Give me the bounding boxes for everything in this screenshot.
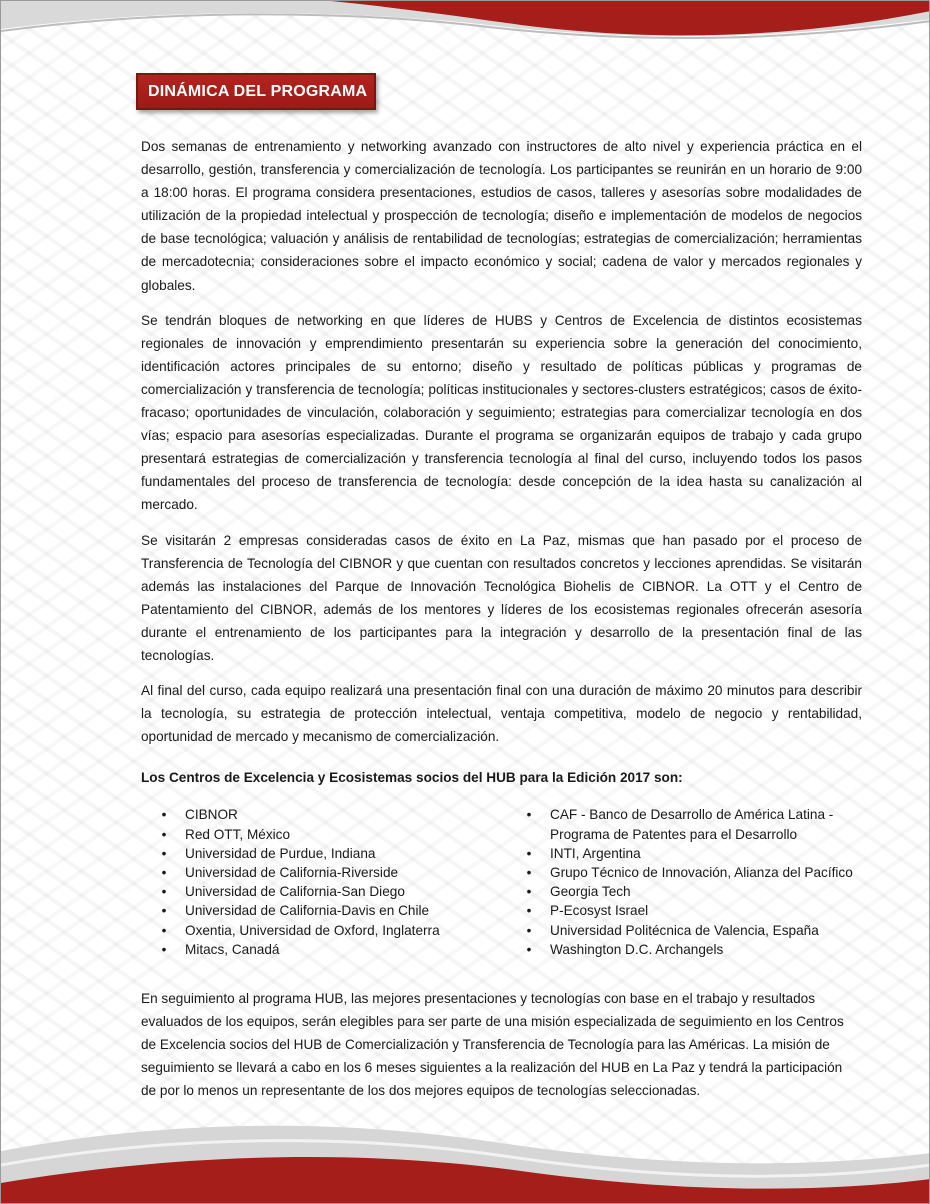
list-item: • Grupo Técnico de Innovación, Alianza del Pacífico: [524, 863, 862, 882]
bullet-icon: •: [161, 941, 167, 957]
list-item: • Mitacs, Canadá: [159, 940, 524, 959]
bullet-icon: •: [526, 903, 532, 919]
bullet-icon: •: [161, 865, 167, 881]
list-item: • Oxentia, Universidad de Oxford, Inglaterra: [159, 921, 524, 940]
partners-list-right: [524, 805, 862, 959]
bottom-decorative-swoosh: [1, 1113, 930, 1203]
partners-list-left: [159, 805, 524, 959]
list-item: • Universidad de California-San Diego: [159, 882, 524, 901]
paragraph-program-overview: Dos semanas de entrenamiento y networking avanzado con instructores de alto nivel y experiencia práctica en el desarrollo, gestión, transferencia y comercialización de tecnología. Los participantes se reunirán en un horario de 9:00 a 18:00 horas. El programa considera presentaciones, estudios de casos, talleres y asesorías sobre modalidades de utilización de la propiedad intelectual y prospección de tecnología; diseño e implementación de modelos de negocios de base tecnológica; valuación y análisis de rentabilidad de tecnologías; estrategias de comercialización; herramientas de mercadotecnia; consideraciones sobre el impacto económico y social; cadena de valor y mercados regionales y globales.: [141, 139, 862, 293]
paragraph-follow-up-mission: En seguimiento al programa HUB, las mejores presentaciones y tecnologías con base en el trabajo y resultados evaluados de los equipos, serán elegibles para ser parte de una misión especializada de seguimiento en los Centros de Excelencia socios del HUB de Comercialización y Transferencia de Tecnología para las Américas. La misión de seguimiento se llevará a cabo en los 6 meses siguientes a la realización del HUB en La Paz y tendrá la participación de por lo menos un representante de los dos mejores equipos de tecnologías seleccionadas.: [141, 991, 844, 1099]
bullet-icon: •: [161, 903, 167, 919]
list-item: • P-Ecosyst Israel: [524, 901, 862, 920]
list-item: • Universidad Politécnica de Valencia, España: [524, 921, 862, 940]
list-item: • Red OTT, México: [159, 825, 524, 844]
list-item: • Washington D.C. Archangels: [524, 940, 862, 959]
bullet-icon: •: [526, 922, 532, 938]
section-heading: DINÁMICA DEL PROGRAMA: [148, 82, 368, 100]
document-body: [141, 135, 862, 1115]
list-item: • CIBNOR: [159, 805, 524, 824]
list-item: • CAF - Banco de Desarrollo de América Latina - Programa de Patentes para el Desarrollo: [524, 805, 862, 843]
bullet-icon: •: [526, 884, 532, 900]
bullet-icon: •: [161, 845, 167, 861]
partners-heading: Los Centros de Excelencia y Ecosistemas socios del HUB para la Edición 2017 son:: [141, 770, 683, 786]
top-decorative-swoosh: [1, 1, 930, 71]
bullet-icon: •: [526, 845, 532, 861]
bullet-icon: •: [161, 807, 167, 823]
bullet-icon: •: [526, 807, 532, 823]
paragraph-company-visits: Se visitarán 2 empresas consideradas casos de éxito en La Paz, mismas que han pasado por el proceso de Transferencia de Tecnología del CIBNOR y que cuentan con resultados concretos y lecciones aprendidas. Se visitarán además las instalaciones del Parque de Innovación Tecnológica Biohelis de CIBNOR. La OTT y el Centro de Patentamiento del CIBNOR, además de los mentores y líderes de los ecosistemas regionales ofrecerán asesoría durante el entrenamiento de los participantes para la integración y desarrollo de la presentación final de las tecnologías.: [141, 532, 862, 663]
list-item: • Universidad de California-Riverside: [159, 863, 524, 882]
list-item: • Universidad de California-Davis en Chile: [159, 901, 524, 920]
paragraph-final-presentation: Al final del curso, cada equipo realizará una presentación final con una duración de máximo 20 minutos para describir la tecnología, su estrategia de protección intelectual, ventaja competitiva, modelo de negocio y rentabilidad, oportunidad de mercado y mecanismo de comercialización.: [141, 683, 862, 745]
partners-lists: [159, 805, 862, 959]
bullet-icon: •: [161, 884, 167, 900]
bullet-icon: •: [161, 922, 167, 938]
list-item: • INTI, Argentina: [524, 844, 862, 863]
list-item: • Universidad de Purdue, Indiana: [159, 844, 524, 863]
list-item: • Georgia Tech: [524, 882, 862, 901]
bullet-icon: •: [526, 941, 532, 957]
section-heading-box: [136, 73, 376, 110]
bullet-icon: •: [161, 826, 167, 842]
bullet-icon: •: [526, 865, 532, 881]
paragraph-networking: Se tendrán bloques de networking en que líderes de HUBS y Centros de Excelencia de distintos ecosistemas regionales de innovación y emprendimiento presentarán su experiencia sobre la generación del conocimiento, identificación actores principales de su entorno; diseño y resultado de políticas públicas y programas de comercialización y transferencia de tecnología; políticas institucionales y sectores-clusters estratégicos; casos de éxito-fracaso; oportunidades de vinculación, colaboración y seguimiento; estrategias para comercializar tecnología en dos vías; espacio para asesorías especializadas. Durante el programa se organizarán equipos de trabajo y cada grupo presentará estrategias de comercialización y transferencia tecnología al final del curso, incluyendo todos los pasos fundamentales del proceso de transferencia de tecnología: desde concepción de la idea hasta su canalización al mercado.: [141, 312, 862, 513]
